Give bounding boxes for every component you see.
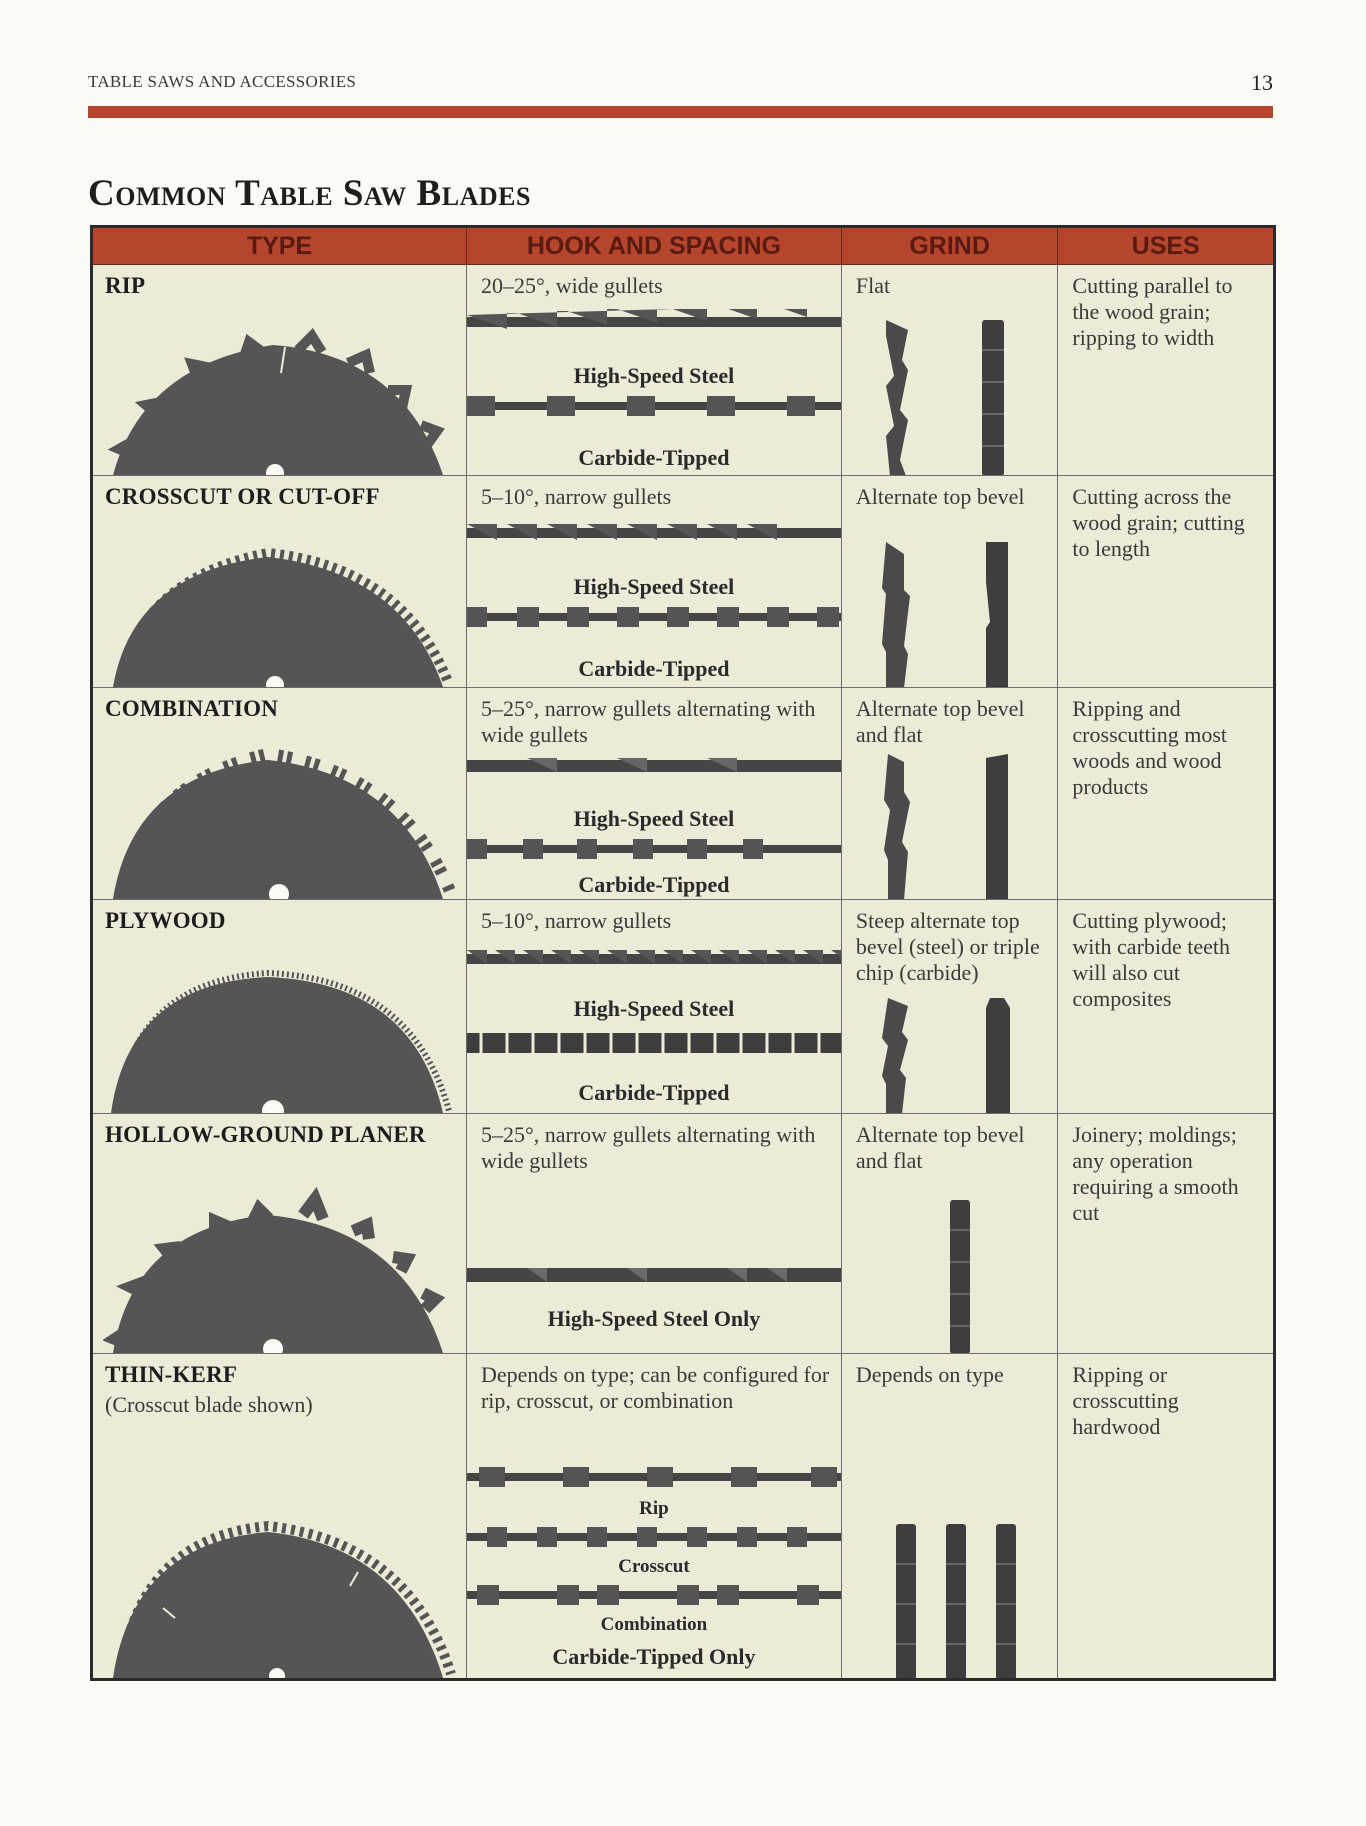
blade-type-name: RIP xyxy=(105,273,146,298)
type-cell xyxy=(92,1354,467,1680)
uses-cell xyxy=(1058,476,1275,688)
tooth-profile-crosscut xyxy=(467,1524,841,1550)
tooth-label: Carbide-Tipped xyxy=(578,872,730,897)
page-title: Common Table Saw Blades xyxy=(88,173,531,214)
uses-description: Ripping and crosscutting most woods and wood products xyxy=(1072,696,1228,799)
tooth-profile-carbide xyxy=(467,604,841,630)
tooth-profile-hss xyxy=(467,754,841,780)
tooth-profile-carbide xyxy=(467,393,841,419)
table-row xyxy=(92,1114,1275,1354)
grind-description: Alternate top bevel xyxy=(855,484,1025,509)
grind-cell xyxy=(841,265,1058,476)
column-header-type: TYPE xyxy=(92,227,467,265)
tooth-profile-carbide xyxy=(467,836,841,862)
uses-description: Ripping or crosscutting hardwood xyxy=(1072,1362,1179,1439)
blade-illustration xyxy=(103,724,463,899)
uses-cell xyxy=(1058,1354,1275,1680)
type-cell xyxy=(92,476,467,688)
blade-illustration xyxy=(103,305,463,475)
table-row xyxy=(92,265,1275,476)
uses-cell xyxy=(1058,900,1275,1114)
uses-cell xyxy=(1058,688,1275,900)
tooth-label: Carbide-Tipped xyxy=(578,1080,730,1105)
tooth-profile-carbide xyxy=(467,1030,841,1056)
tooth-label: Carbide-Tipped xyxy=(578,656,730,681)
tooth-label: Carbide-Tipped xyxy=(578,445,730,470)
blade-table xyxy=(90,225,1276,1681)
blade-type-name: COMBINATION xyxy=(105,696,279,721)
column-header-hook: HOOK AND SPACING xyxy=(466,227,841,265)
tooth-profile-hss xyxy=(467,946,841,972)
grind-cell xyxy=(841,1354,1058,1680)
running-head xyxy=(88,70,1273,94)
grind-cell xyxy=(841,900,1058,1114)
hook-cell xyxy=(466,476,841,688)
hook-description: 5–25°, narrow gullets alternating with wide gullets xyxy=(480,696,816,747)
tooth-label: High-Speed Steel Only xyxy=(547,1306,761,1331)
grind-description: Alternate top bevel and flat xyxy=(855,696,1025,747)
uses-description: Cutting plywood; with carbide teeth will also cut composites xyxy=(1072,908,1231,1011)
tooth-profile-hss xyxy=(467,520,841,546)
uses-cell xyxy=(1058,1114,1275,1354)
grind-profile-illustration xyxy=(896,1524,1016,1680)
hook-cell xyxy=(466,688,841,900)
table-header-row xyxy=(92,227,1275,265)
blade-illustration xyxy=(103,1173,463,1353)
grind-cell xyxy=(841,688,1058,900)
tooth-profile-combination xyxy=(467,1582,841,1608)
type-cell xyxy=(92,265,467,476)
tooth-label: High-Speed Steel xyxy=(573,806,735,831)
column-header-uses: USES xyxy=(1058,227,1275,265)
table-row xyxy=(92,476,1275,688)
blade-type-name: HOLLOW-GROUND PLANER xyxy=(105,1122,426,1147)
grind-description: Depends on type xyxy=(855,1362,1004,1387)
table-row xyxy=(92,688,1275,900)
hook-description: Depends on type; can be configured for rip, crosscut, or combination xyxy=(480,1362,830,1413)
uses-description: Cutting parallel to the wood grain; ripping to width xyxy=(1072,273,1233,350)
header-rule xyxy=(88,106,1273,118)
tooth-label: Combination xyxy=(600,1614,708,1635)
grind-cell xyxy=(841,476,1058,688)
uses-cell xyxy=(1058,265,1275,476)
hook-description: 5–10°, narrow gullets xyxy=(480,484,672,509)
tooth-label: Carbide-Tipped Only xyxy=(552,1644,756,1669)
hook-cell xyxy=(466,265,841,476)
grind-profile-illustration xyxy=(882,754,1032,900)
hook-description: 20–25°, wide gullets xyxy=(480,273,663,298)
table-row xyxy=(92,900,1275,1114)
tooth-profile-hss xyxy=(467,309,841,335)
blade-illustration xyxy=(103,1498,463,1678)
blade-type-name: CROSSCUT OR CUT-OFF xyxy=(105,484,380,509)
page-number: 13 xyxy=(1251,70,1273,95)
grind-profile-illustration xyxy=(882,542,1032,688)
grind-cell xyxy=(841,1114,1058,1354)
uses-description: Cutting across the wood grain; cutting to length xyxy=(1072,484,1245,561)
grind-description: Steep alternate top bevel (steel) or triple chip (carbide) xyxy=(855,908,1040,985)
type-cell xyxy=(92,688,467,900)
type-cell xyxy=(92,900,467,1114)
grind-description: Alternate top bevel and flat xyxy=(855,1122,1025,1173)
grind-description: Flat xyxy=(855,273,891,298)
grind-profile-illustration xyxy=(882,320,1032,476)
type-cell xyxy=(92,1114,467,1354)
grind-profile-illustration xyxy=(948,1200,972,1354)
hook-cell xyxy=(466,900,841,1114)
hook-description: 5–10°, narrow gullets xyxy=(480,908,672,933)
tooth-profile-rip xyxy=(467,1464,841,1490)
blade-illustration xyxy=(103,517,463,687)
tooth-label: High-Speed Steel xyxy=(573,996,735,1021)
running-title: TABLE SAWS AND ACCESSORIES xyxy=(88,72,357,91)
grind-profile-illustration xyxy=(882,998,1032,1114)
tooth-profile-hss xyxy=(467,1262,841,1288)
tooth-label: Rip xyxy=(639,1498,669,1519)
hook-cell xyxy=(466,1114,841,1354)
blade-type-note: (Crosscut blade shown) xyxy=(105,1392,313,1417)
hook-cell xyxy=(466,1354,841,1680)
uses-description: Joinery; moldings; any operation requiring a smooth cut xyxy=(1072,1122,1239,1225)
blade-type-name: PLYWOOD xyxy=(105,908,226,933)
hook-description: 5–25°, narrow gullets alternating with wide gullets xyxy=(480,1122,816,1173)
tooth-label: High-Speed Steel xyxy=(573,363,735,388)
column-header-grind: GRIND xyxy=(841,227,1058,265)
blade-type-name: THIN-KERF xyxy=(105,1362,238,1387)
table-row xyxy=(92,1354,1275,1680)
tooth-label: Crosscut xyxy=(618,1556,690,1577)
tooth-label: High-Speed Steel xyxy=(573,574,735,599)
blade-illustration xyxy=(103,943,463,1113)
